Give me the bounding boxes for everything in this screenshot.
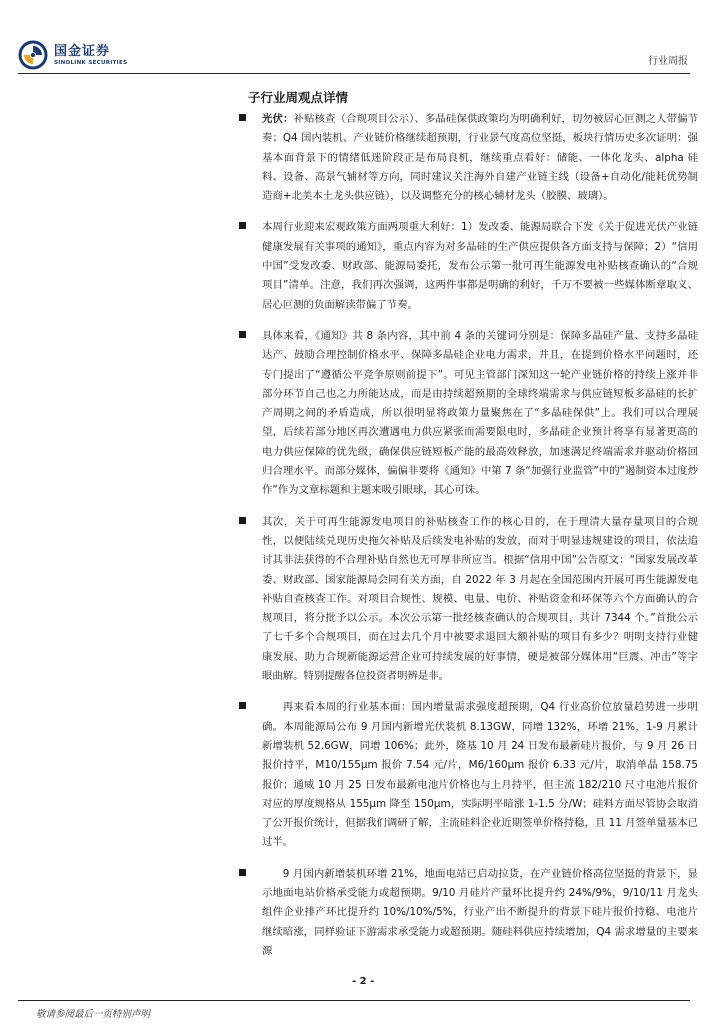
bullet-lead: 光伏： [262, 113, 294, 125]
disclaimer-note: 敬请参阅最后一页特别声明 [36, 1009, 151, 1020]
bullet-paragraph [262, 110, 698, 206]
logo-name-cn: 国金证券 [54, 43, 111, 59]
square-bullet-icon [239, 517, 246, 524]
company-logo [18, 38, 127, 72]
sinolink-logo-icon [18, 40, 48, 70]
bullet-paragraph: 9 月国内新增装机环增 21%，地面电站已启动拉货，在产业链价格高位坚挺的背景下，显示地面电站价格承受能力或超预期。9/10 月硅片产量环比提升约 24%/9%，9/10/11 月龙头组件企业排产环比提升约 10%/10%/5%，行业产出不断提升的背景下硅片报价持稳、电池片继续暗涨，同样验证下游需求承受能力或超预期。随硅料供应持续增加，Q4 需求增量的主要来源 [262, 867, 698, 957]
logo-name-en: SINOLINK SECURITIES [54, 59, 128, 66]
square-bullet-icon [239, 702, 246, 709]
page-header [0, 0, 724, 80]
bullet-text: 补贴核查（合规项目公示）、多晶硅保供政策均为明确利好，切勿被居心叵测之人带偏节奏；Q4 国内装机、产业链价格继续超预期，行业景气度高位坚挺，板块行情历史多次证明：强基本面背景下的情绪低迷阶段正是布局良机，继续重点看好：储能、一体化龙头、alpha 硅料、设备、高景气辅材等方向，同时建议关注海外自建产业链主线（设备+自动化/能耗优势制造商+北美本土龙头供应链），以及调整充分的核心辅材龙头（胶膜、玻璃）。 [262, 113, 699, 203]
square-bullet-icon [239, 222, 246, 229]
bullet-item [238, 513, 698, 687]
bullet-item [238, 218, 698, 314]
page-number: - 2 - [352, 976, 375, 987]
header-divider [18, 73, 690, 74]
bullet-item [238, 865, 698, 961]
square-bullet-icon [239, 331, 246, 338]
square-bullet-icon [239, 114, 246, 121]
bullet-paragraph: 其次，关于可再生能源发电项目的补贴核查工作的核心目的，在于理清大量存量项目的合规性，以便陆续兑现历史拖欠补贴及后续发电补贴的发放，而对于明显违规建设的项目，依法追讨其非法获得的不合理补贴自然也无可厚非所应当。根据“信用中国”公告原文：“国家发展改革委、财政部、国家能源局会同有关方面，自 2022 年 3 月起在全国范围内开展可再生能源发电补贴自查核查工作。对项目合规性、规模、电量、电价、补贴资金和环保等六个方面确认的合规项目，将分批予以公示。本次公示第一批经核查确认的合规项目，共计 7344 个。”首批公示了七千多个合规项目，而在过去几个月中被要求退回大额补贴的项目有多少？明明支持行业健康发展、助力合规新能源运营企业可持续发展的好事情，硬是被部分媒体用“巨震、冲击”等字眼曲解。特别提醒各位投资者明辨是非。 [262, 515, 698, 683]
document-type: 行业周报 [648, 56, 688, 67]
bullet-item [238, 327, 698, 501]
section-title: 子行业周观点详情 [248, 90, 349, 105]
bullet-item [238, 698, 698, 852]
report-body [238, 110, 698, 973]
bullet-paragraph: 具体来看，《通知》共 8 条内容，其中前 4 条的关键词分别是：保障多晶硅产量、支持多晶硅达产、鼓励合理控制价格水平、保障多晶硅企业电力需求，并且，在提到价格水平问题时，还专门提出了“遵循公平竞争原则前提下”。可见主管部门深知这一轮产业链价格的持续上涨并非部分环节自己也之力所能达成，而是由持续超预期的全球终端需求与供应链短板多晶硅的长扩产周期之间的矛盾造成，所以很明显将政策力量聚焦在了“多晶硅保供”上。我们可以合理展望，后续若部分地区再次遭遇电力供应紧张而需要限电时，多晶硅企业预计将享有显著更高的电力供应保障的优先级，确保供应链短板产能的最高效释放，加速满足终端需求并驱动价格回归合理水平。而部分媒体，偏偏非要将《通知》中第 7 条“加强行业监管”中的“遏制资本过度炒作”作为文章标题和主题来吸引眼球，其心可诛。 [262, 329, 698, 497]
footer-divider [18, 1000, 690, 1001]
bullet-paragraph: 再来看本周的行业基本面：国内增量需求强度超预期，Q4 行业高价位放量趋势进一步明确。本周能源局公布 9 月国内新增光伏装机 8.13GW，同增 132%，环增 21%，1-9 月累计新增装机 52.6GW，同增 106%；此外，隆基 10 月 24 日发布最新硅片报价，与 9 月 26 日报价持平，M10/155μm 报价 7.54 元/片，M6/160μm 报价 6.33 元/片，取消单晶 158.75 报价；通威 10 月 25 日发布最新电池片价格也与上月持平，但主流 182/210 尺寸电池片报价对应的厚度规格从 155μm 降至 150μm，实际明平暗涨 1-1.5 分/W；硅料方面尽管协会取消了公开报价统计，但据我们调研了解，主流硅料企业近期签单价格持稳，且 11 月签单量基本已过半。 [262, 701, 698, 849]
bullet-item [238, 110, 698, 206]
bullet-paragraph: 本周行业迎来宏观政策方面两项重大利好：1）发改委、能源局联合下发《关于促进光伏产业链健康发展有关事项的通知》，重点内容为对多晶硅的生产供应提供各方面支持与保障；2）“信用中国”受发改委、财政部、能源局委托，发布公示第一批可再生能源发电补贴核查确认的“合规项目”清单。注意，我们再次强调，这两件事都是明确的利好，千万不要被一些媒体断章取义、居心叵测的负面解读带偏了节奏。 [262, 221, 698, 311]
square-bullet-icon [239, 869, 246, 876]
